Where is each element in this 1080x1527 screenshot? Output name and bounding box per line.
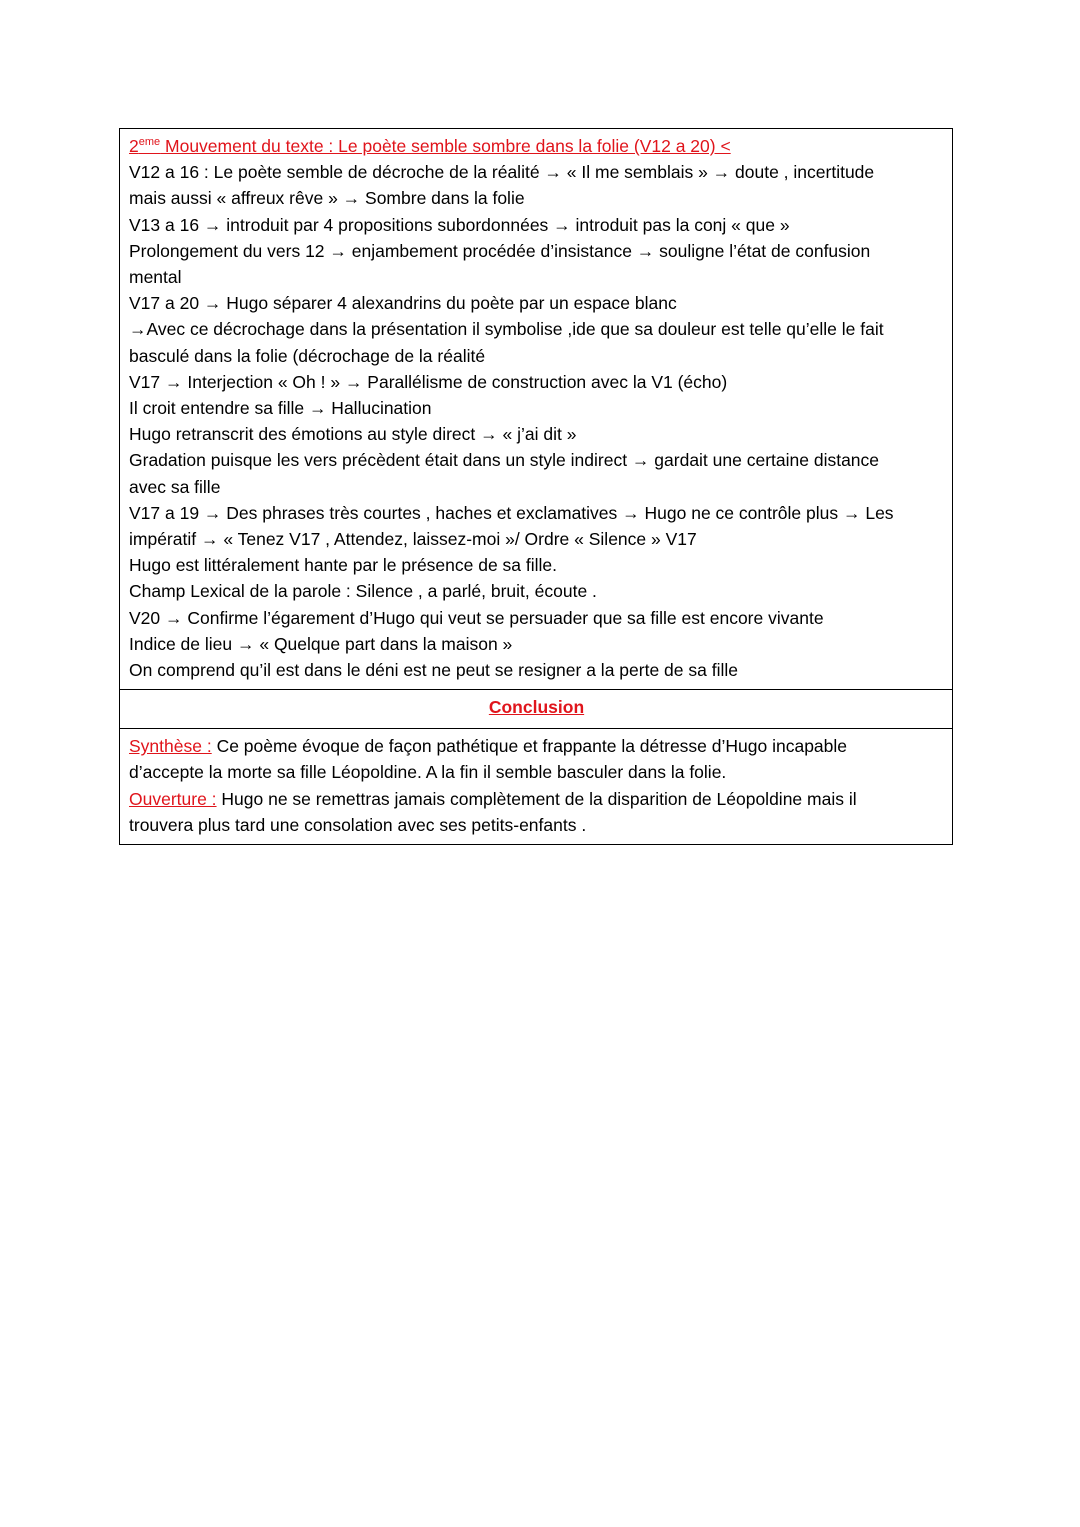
title-number: 2 <box>129 136 139 156</box>
text-line: Indice de lieu → « Quelque part dans la maison » <box>129 633 513 654</box>
text-line: mais aussi « affreux rêve » → Sombre dans la folie <box>129 188 525 209</box>
text-line: mental <box>129 267 182 288</box>
notes-table <box>119 128 953 845</box>
text-line: On comprend qu’il est dans le déni est ne peut se resigner a la perte de sa fille <box>129 660 738 681</box>
ouverture-text: Hugo ne se remettras jamais complètement de la disparition de Léopoldine mais il <box>216 788 857 809</box>
synthese-line-2: d’accepte la morte sa fille Léopoldine. A la fin il semble basculer dans la folie. <box>129 762 727 783</box>
text-line: avec sa fille <box>129 476 221 497</box>
text-line: V17 a 20 → Hugo séparer 4 alexandrins du poète par un espace blanc <box>129 293 677 314</box>
text-line: Hugo retranscrit des émotions au style direct → « j’ai dit » <box>129 424 577 445</box>
text-line: V17 a 19 → Des phrases très courtes , haches et exclamatives → Hugo ne ce contrôle plus → Les <box>129 502 894 523</box>
synthese-line-1 <box>129 733 944 759</box>
title-text: Mouvement du texte : Le poète semble sombre dans la folie (V12 a 20) < <box>160 136 731 156</box>
ouverture-line-2: trouvera plus tard une consolation avec ses petits-enfants . <box>129 814 587 835</box>
conclusion-heading-cell <box>120 690 952 729</box>
text-line: V20 → Confirme l’égarement d’Hugo qui veut se persuader que sa fille est encore vivante <box>129 607 824 628</box>
ouverture-label: Ouverture : <box>129 788 217 809</box>
text-line: Champ Lexical de la parole : Silence , a parlé, bruit, écoute . <box>129 581 597 602</box>
text-line: Hugo est littéralement hante par le présence de sa fille. <box>129 555 558 576</box>
ouverture-line-1 <box>129 786 944 812</box>
text-line: basculé dans la folie (décrochage de la réalité <box>129 345 486 366</box>
text-line: →Avec ce décrochage dans la présentation il symbolise ,ide que sa douleur est telle qu’elle le fait <box>129 319 884 340</box>
text-line: Gradation puisque les vers précèdent était dans un style indirect → gardait une certaine distance <box>129 450 880 471</box>
conclusion-heading: Conclusion <box>488 697 585 718</box>
synthese-text: Ce poème évoque de façon pathétique et frappante la détresse d’Hugo incapable <box>211 736 848 757</box>
text-line: V12 a 16 : Le poète semble de décroche de la réalité → « Il me semblais » → doute , incertitude <box>129 162 875 183</box>
text-line: V17 → Interjection « Oh ! » → Parallélisme de construction avec la V1 (écho) <box>129 371 728 392</box>
section-2-cell <box>120 129 952 690</box>
text-line: V13 a 16 → introduit par 4 propositions subordonnées → introduit pas la conj « que » <box>129 214 790 235</box>
section-2-title <box>129 133 944 159</box>
title-superscript: eme <box>138 136 161 149</box>
text-line: Prolongement du vers 12 → enjambement procédée d’insistance → souligne l’état de confusion <box>129 240 871 261</box>
conclusion-body-cell <box>120 729 952 844</box>
synthese-label: Synthèse : <box>129 736 212 757</box>
text-line: Il croit entendre sa fille → Hallucination <box>129 398 432 419</box>
text-line: impératif → « Tenez V17 , Attendez, laissez-moi »/ Ordre « Silence » V17 <box>129 529 697 550</box>
